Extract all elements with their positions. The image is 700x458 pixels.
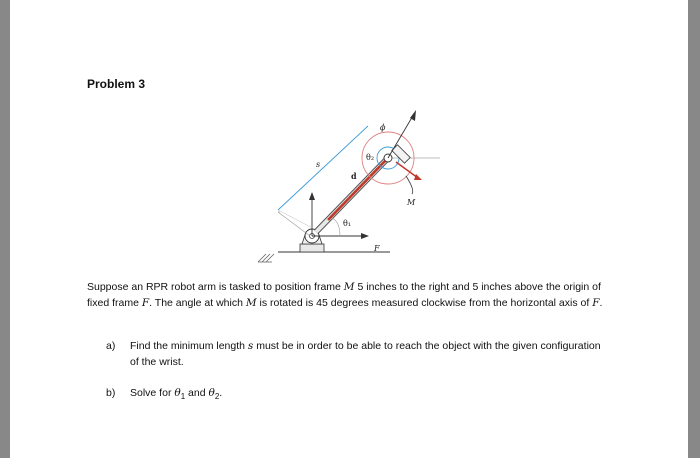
question-a-text: Find the minimum length s must be in order to be able to reach the object with the given configuration of the wrist. [130,340,601,368]
question-b-text: Solve for $\theta_1$ and $\theta_2$. [130,387,223,402]
M-rotation-arrow [406,176,413,194]
s-label: s [316,160,321,169]
problem-statement: Suppose an RPR robot arm is tasked to position frame M 5 inches to the right and 5 inches above the origin of fixed frame F. The angle at which M is rotated is 45 degrees measured clockwise from the horizontal axis of F. [87,281,603,309]
problem-title: Problem 3 [87,77,146,91]
F-label: F [374,244,380,253]
rpr-robot-figure [10,0,688,270]
question-b-label: b) [106,387,116,399]
d-label: d [351,171,357,181]
question-a-label: a) [106,340,116,352]
theta1-label: θ₁ [343,219,352,228]
phi-label: ϕ [380,123,386,132]
theta1-arc [332,218,340,236]
ground-line [258,252,390,262]
document-page [10,0,688,458]
M-label: M [407,198,416,207]
theta2-label: θ₂ [366,153,375,162]
